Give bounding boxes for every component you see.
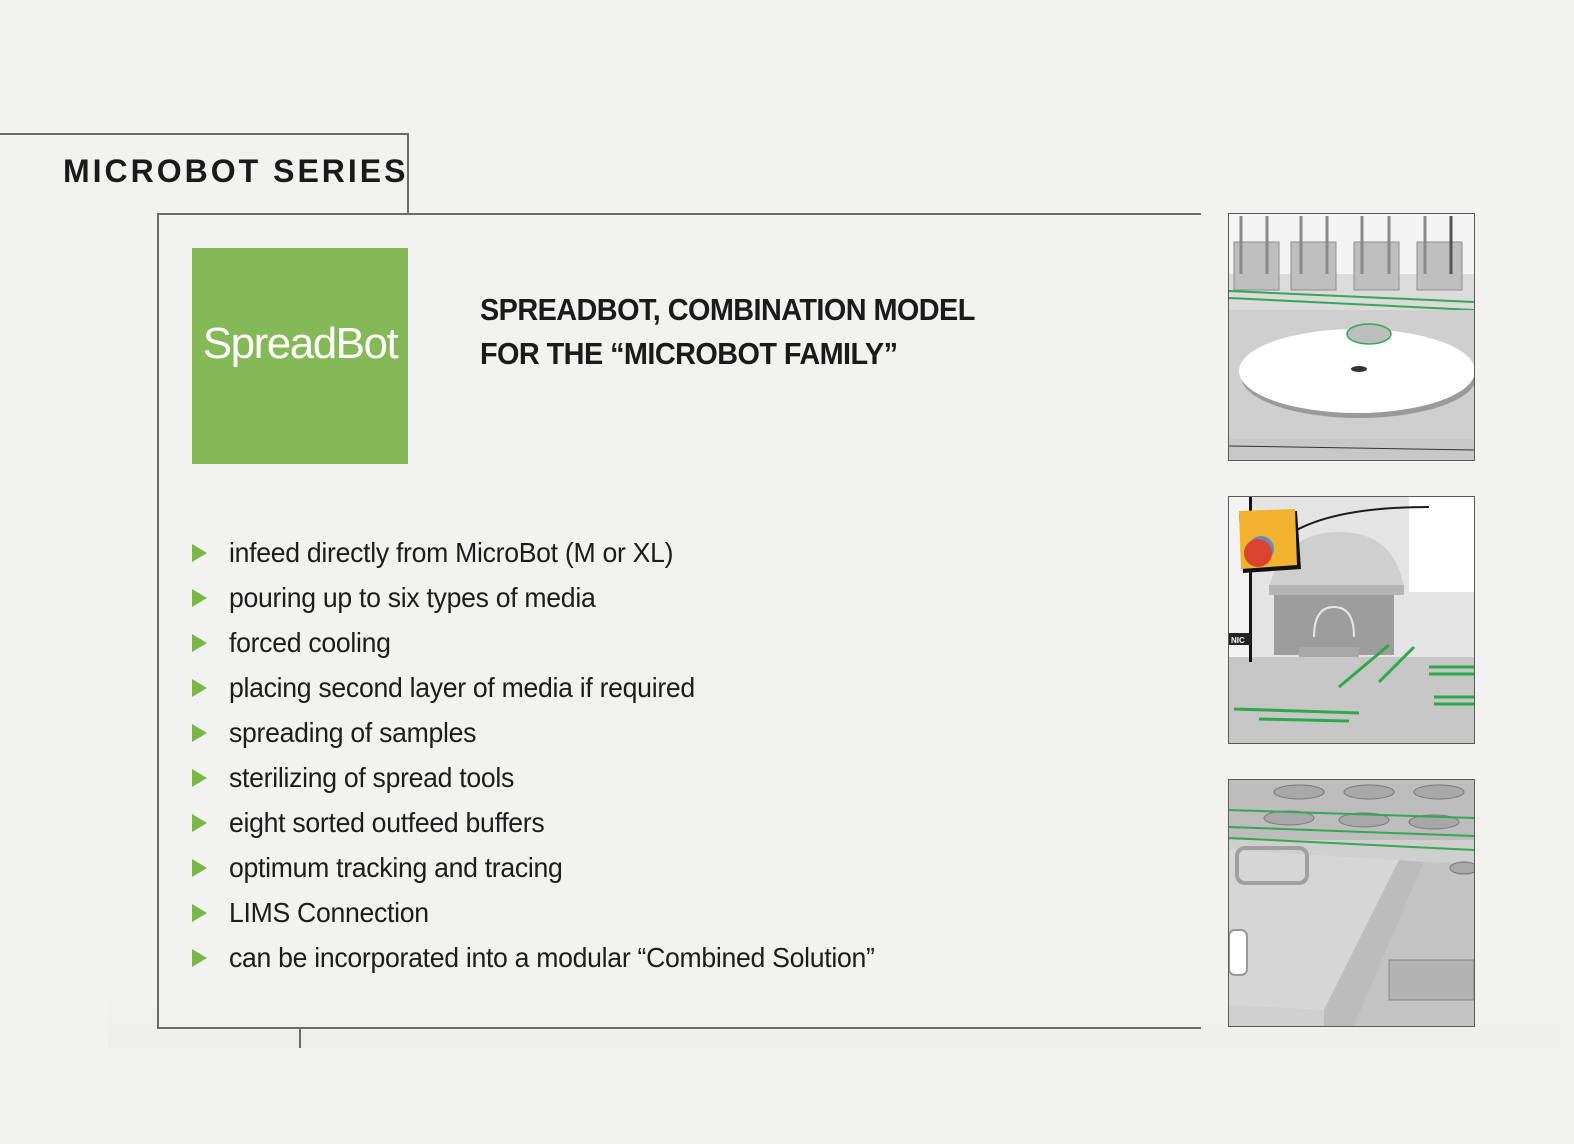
feature-item: sterilizing of spread tools (192, 755, 909, 800)
logo-text: SpreadBot (202, 319, 398, 368)
feature-item: infeed directly from MicroBot (M or XL) (192, 530, 909, 575)
turntable-with-plate-stacks-photo (1228, 213, 1475, 461)
frame-tick-divider (299, 1027, 301, 1048)
green-triangle-icon (192, 904, 207, 922)
feature-item: spreading of samples (192, 710, 909, 755)
green-triangle-icon (192, 589, 207, 607)
feature-item: forced cooling (192, 620, 909, 665)
feature-list (192, 530, 909, 980)
emergency-stop-and-dome-photo (1228, 496, 1475, 744)
series-title: MICROBOT SERIES (63, 153, 409, 189)
feature-item: pouring up to six types of media (192, 575, 909, 620)
green-triangle-icon (192, 769, 207, 787)
machine-cover-with-conveyor-photo (1228, 779, 1475, 1027)
feature-item: optimum tracking and tracing (192, 845, 909, 890)
feature-item: LIMS Connection (192, 890, 909, 935)
page-headline (480, 288, 975, 376)
green-triangle-icon (192, 949, 207, 967)
nic-label: NIC (1231, 636, 1245, 645)
green-triangle-icon (192, 634, 207, 652)
spreadbot-logo (192, 248, 408, 464)
feature-item: placing second layer of media if required (192, 665, 909, 710)
feature-item: eight sorted outfeed buffers (192, 800, 909, 845)
green-triangle-icon (192, 724, 207, 742)
green-triangle-icon (192, 544, 207, 562)
feature-item: can be incorporated into a modular “Combined Solution” (192, 935, 909, 980)
headline-line-1: SPREADBOT, COMBINATION MODEL (480, 292, 975, 327)
green-triangle-icon (192, 679, 207, 697)
green-triangle-icon (192, 859, 207, 877)
headline-line-2: FOR THE “MICROBOT FAMILY” (480, 336, 898, 371)
green-triangle-icon (192, 814, 207, 832)
